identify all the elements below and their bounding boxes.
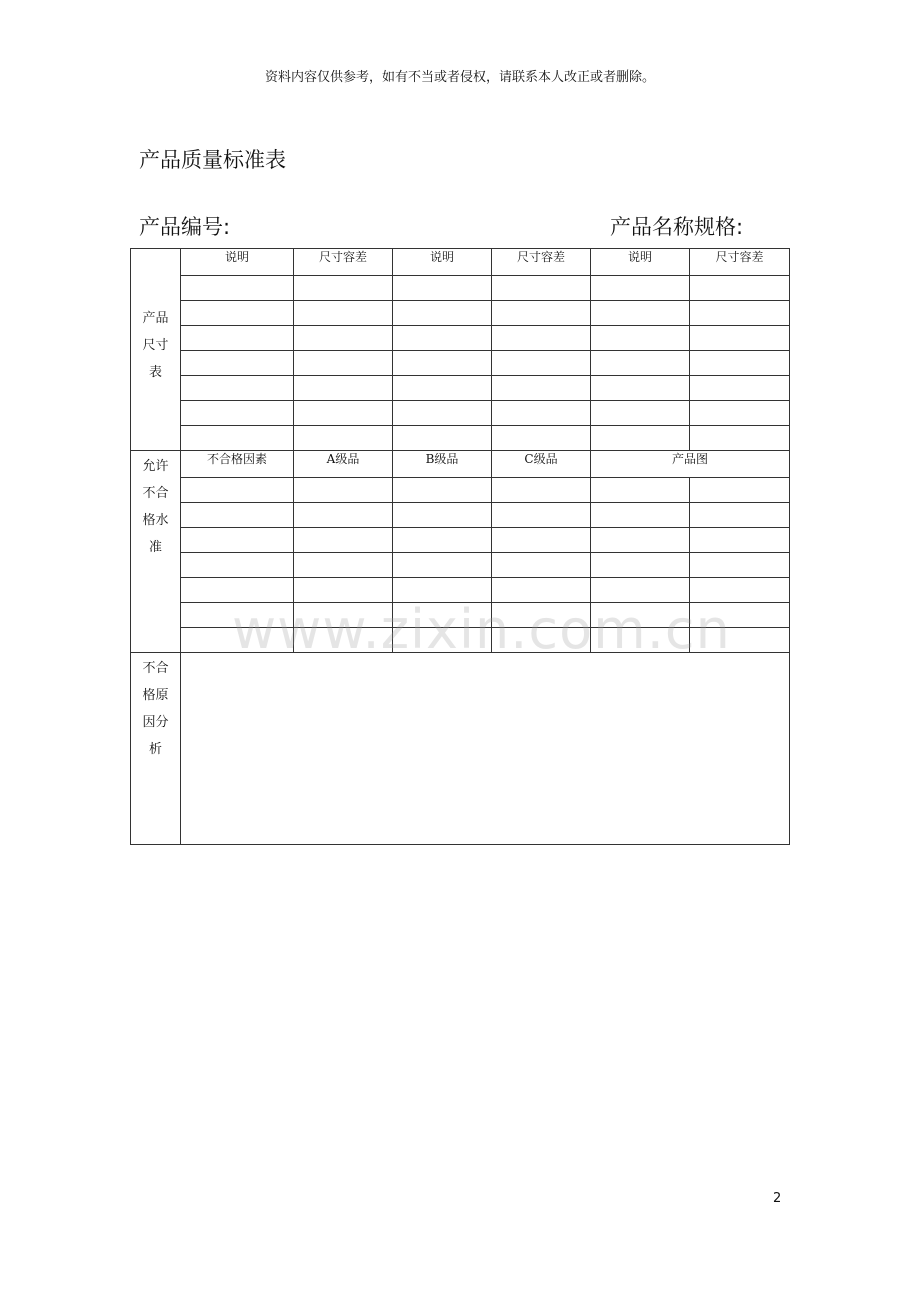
table-cell[interactable] bbox=[690, 376, 790, 401]
table-cell[interactable] bbox=[393, 478, 492, 503]
side-text: 允许 bbox=[142, 459, 169, 474]
defect-section-label bbox=[131, 451, 181, 653]
table-cell[interactable] bbox=[294, 528, 393, 553]
header-cell-defect-factor: 不合格因素 bbox=[181, 451, 294, 478]
table-cell[interactable] bbox=[393, 351, 492, 376]
size-header-row bbox=[131, 249, 790, 276]
table-cell[interactable] bbox=[492, 276, 591, 301]
table-cell[interactable] bbox=[294, 276, 393, 301]
table-cell[interactable] bbox=[393, 276, 492, 301]
table-cell[interactable] bbox=[181, 528, 294, 553]
table-cell[interactable] bbox=[690, 478, 790, 503]
table-cell[interactable] bbox=[181, 326, 294, 351]
defect-row bbox=[131, 528, 790, 553]
table-cell[interactable] bbox=[492, 401, 591, 426]
side-text: 不合 bbox=[142, 661, 169, 676]
table-cell[interactable] bbox=[492, 351, 591, 376]
table-cell[interactable] bbox=[181, 426, 294, 451]
side-text: 因分 bbox=[142, 715, 169, 730]
table-cell[interactable] bbox=[294, 326, 393, 351]
table-cell[interactable] bbox=[690, 426, 790, 451]
product-code-label: 产品编号: bbox=[139, 215, 231, 239]
analysis-row bbox=[131, 653, 790, 845]
size-row bbox=[131, 351, 790, 376]
defect-header-row bbox=[131, 451, 790, 478]
disclaimer-header: 资料内容仅供参考，如有不当或者侵权，请联系本人改正或者删除。 bbox=[264, 70, 655, 85]
table-cell[interactable] bbox=[690, 528, 790, 553]
table-cell[interactable] bbox=[591, 376, 690, 401]
defect-row bbox=[131, 478, 790, 503]
size-row bbox=[131, 326, 790, 351]
table-cell[interactable] bbox=[492, 528, 591, 553]
table-cell[interactable] bbox=[690, 326, 790, 351]
table-cell[interactable] bbox=[181, 401, 294, 426]
table-cell[interactable] bbox=[591, 276, 690, 301]
table-cell[interactable] bbox=[492, 426, 591, 451]
table-cell[interactable] bbox=[294, 478, 393, 503]
analysis-input-area[interactable] bbox=[181, 653, 790, 845]
table-cell[interactable] bbox=[181, 478, 294, 503]
quality-standard-table bbox=[130, 248, 790, 845]
table-cell[interactable] bbox=[294, 401, 393, 426]
table-cell[interactable] bbox=[591, 478, 690, 503]
defect-row bbox=[131, 503, 790, 528]
table-cell[interactable] bbox=[181, 276, 294, 301]
table-cell[interactable] bbox=[393, 401, 492, 426]
header-cell-tolerance: 尺寸容差 bbox=[492, 249, 591, 276]
side-text: 不合 bbox=[142, 486, 169, 501]
table-cell[interactable] bbox=[690, 301, 790, 326]
table-cell[interactable] bbox=[181, 503, 294, 528]
table-cell[interactable] bbox=[492, 301, 591, 326]
size-row bbox=[131, 401, 790, 426]
defect-row bbox=[131, 553, 790, 578]
side-text: 准 bbox=[148, 540, 162, 555]
product-name-label: 产品名称规格: bbox=[610, 215, 744, 239]
header-cell-grade-b: B级品 bbox=[393, 451, 492, 478]
table-cell[interactable] bbox=[294, 301, 393, 326]
table-cell[interactable] bbox=[690, 503, 790, 528]
table-cell[interactable] bbox=[393, 326, 492, 351]
watermark: www.zixin.com.cn bbox=[232, 598, 731, 661]
header-cell-description: 说明 bbox=[393, 249, 492, 276]
table-cell[interactable] bbox=[492, 326, 591, 351]
table-cell[interactable] bbox=[492, 553, 591, 578]
side-text: 格水 bbox=[142, 513, 169, 528]
table-cell[interactable] bbox=[690, 276, 790, 301]
table-cell[interactable] bbox=[492, 478, 591, 503]
table-cell[interactable] bbox=[591, 301, 690, 326]
table-cell[interactable] bbox=[181, 376, 294, 401]
size-row bbox=[131, 301, 790, 326]
table-cell[interactable] bbox=[690, 351, 790, 376]
header-cell-description: 说明 bbox=[181, 249, 294, 276]
header-cell-tolerance: 尺寸容差 bbox=[690, 249, 790, 276]
side-text: 格原 bbox=[142, 688, 169, 703]
size-row bbox=[131, 426, 790, 451]
table-cell[interactable] bbox=[591, 426, 690, 451]
side-text: 表 bbox=[148, 365, 162, 380]
table-cell[interactable] bbox=[294, 553, 393, 578]
page-number: 2 bbox=[773, 1191, 782, 1206]
header-cell-tolerance: 尺寸容差 bbox=[294, 249, 393, 276]
table-cell[interactable] bbox=[181, 301, 294, 326]
document-title: 产品质量标准表 bbox=[139, 148, 286, 172]
table-cell[interactable] bbox=[181, 351, 294, 376]
side-text: 产品 bbox=[142, 311, 169, 326]
table-cell[interactable] bbox=[591, 351, 690, 376]
table-cell[interactable] bbox=[393, 503, 492, 528]
table-cell[interactable] bbox=[393, 376, 492, 401]
size-row bbox=[131, 376, 790, 401]
analysis-section-label bbox=[131, 653, 181, 845]
table-cell[interactable] bbox=[393, 553, 492, 578]
table-cell[interactable] bbox=[294, 351, 393, 376]
table-cell[interactable] bbox=[393, 301, 492, 326]
table-cell[interactable] bbox=[393, 426, 492, 451]
table-cell[interactable] bbox=[393, 528, 492, 553]
table-cell[interactable] bbox=[591, 326, 690, 351]
size-section-label bbox=[131, 249, 181, 451]
table-cell[interactable] bbox=[591, 528, 690, 553]
header-cell-grade-a: A级品 bbox=[294, 451, 393, 478]
table-cell[interactable] bbox=[690, 553, 790, 578]
header-cell-description: 说明 bbox=[591, 249, 690, 276]
header-cell-grade-c: C级品 bbox=[492, 451, 591, 478]
side-text: 尺寸 bbox=[142, 338, 169, 353]
side-text: 析 bbox=[148, 742, 162, 757]
table-cell[interactable] bbox=[181, 553, 294, 578]
table-cell[interactable] bbox=[492, 503, 591, 528]
table-cell[interactable] bbox=[591, 401, 690, 426]
table-cell[interactable] bbox=[294, 503, 393, 528]
table-cell[interactable] bbox=[492, 376, 591, 401]
table-cell[interactable] bbox=[294, 376, 393, 401]
table-cell[interactable] bbox=[690, 401, 790, 426]
table-cell[interactable] bbox=[294, 426, 393, 451]
table-cell[interactable] bbox=[591, 503, 690, 528]
header-cell-product-drawing: 产品图 bbox=[591, 451, 790, 478]
table-cell[interactable] bbox=[591, 553, 690, 578]
size-row bbox=[131, 276, 790, 301]
